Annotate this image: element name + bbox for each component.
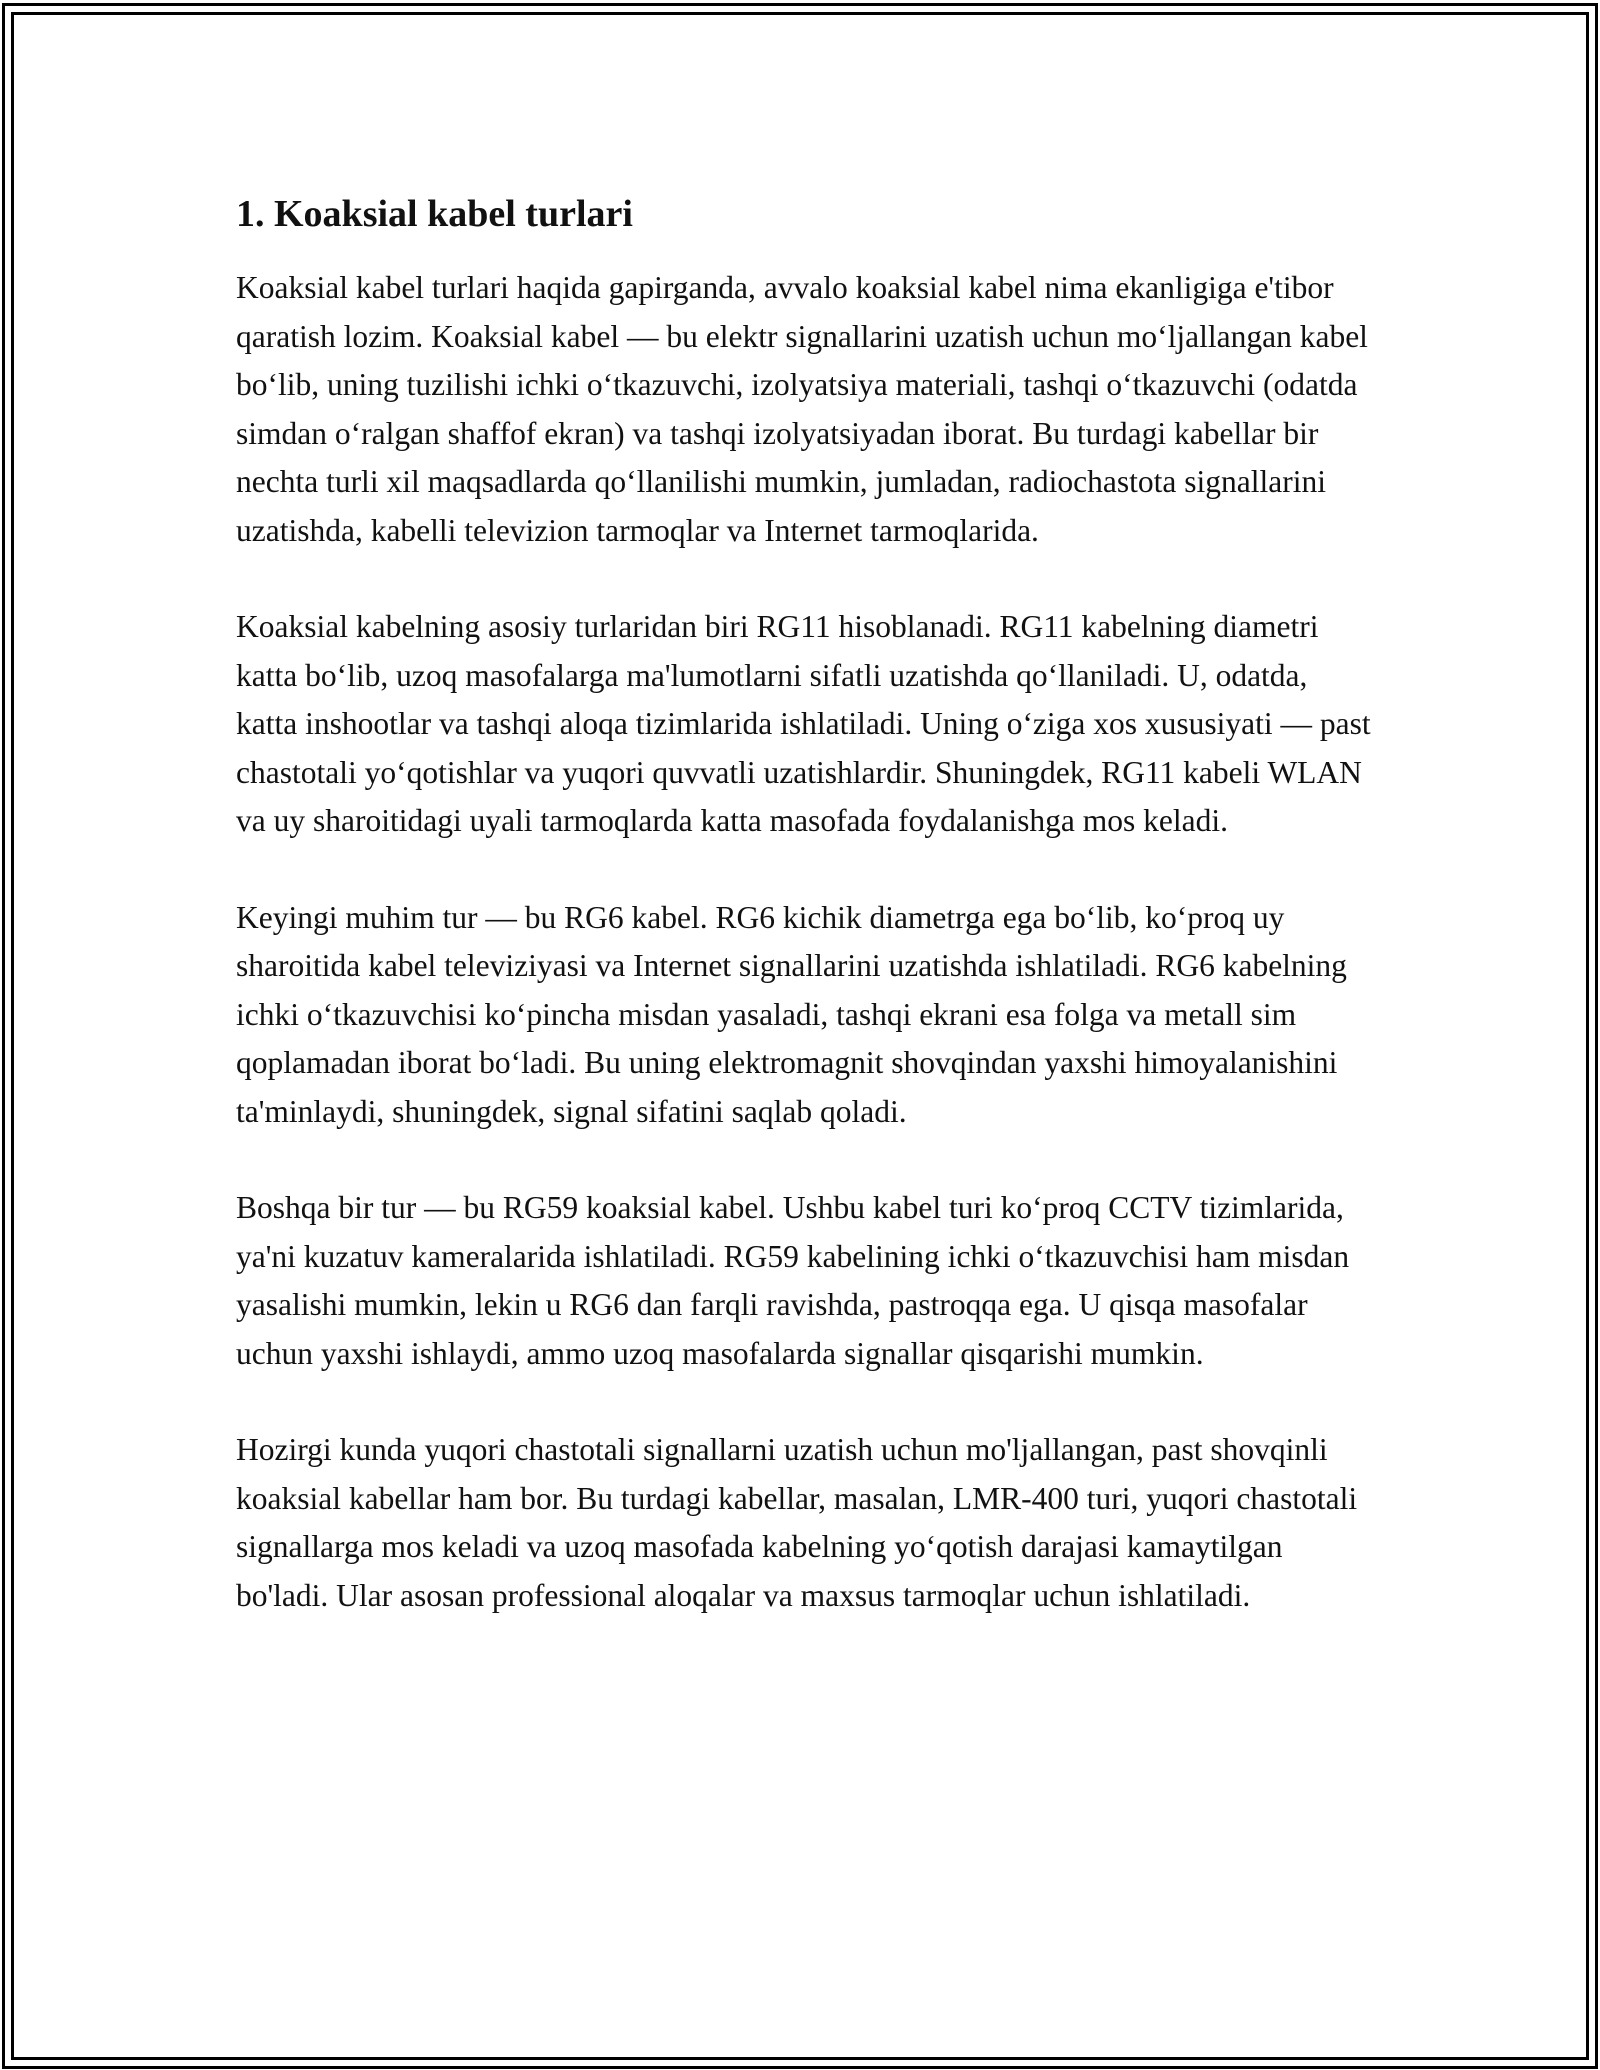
document-body [236,186,1376,1668]
paragraph-lmr400: Hozirgi kunda yuqori chastotali signallarni uzatish uchun mo'ljallangan, past shovqinli koaksial kabellar ham bor. Bu turdagi kabellar, masalan, LMR-400 turi, yuqori chastotali signallarga mos keladi va uzoq masofada kabelning yo‘qotish darajasi kamaytilgan bo'ladi. Ular asosan professional aloqalar va maxsus tarmoqlar uchun ishlatiladi. [236,1432,1358,1613]
paragraph-rg6: Keyingi muhim tur — bu RG6 kabel. RG6 kichik diametrga ega bo‘lib, ko‘proq uy sharoitida kabel televiziyasi va Internet signallarini uzatishda ishlatiladi. RG6 kabelning ichki o‘tkazuvchisi ko‘pincha misdan yasaladi, tashqi ekrani esa folga va metall sim qoplamadan iborat bo‘ladi. Bu uning elektromagnit shovqindan yaxshi himoyalanishini ta'minlaydi, shuningdek, signal sifatini saqlab qoladi. [236,899,1347,1129]
section-heading: 1. Koaksial kabel turlari [236,193,633,235]
paragraph-rg11: Koaksial kabelning asosiy turlaridan biri RG11 hisoblanadi. RG11 kabelning diametri katta bo‘lib, uzoq masofalarga ma'lumotlarni sifatli uzatishda qo‘llaniladi. U, odatda, katta inshootlar va tashqi aloqa tizimlarida ishlatiladi. Uning o‘ziga xos xususiyati — past chastotali yo‘qotishlar va yuqori quvvatli uzatishlardir. Shuningdek, RG11 kabeli WLAN va uy sharoitidagi uyali tarmoqlarda katta masofada foydalanishga mos keladi. [236,609,1371,838]
paragraph-intro: Koaksial kabel turlari haqida gapirganda, avvalo koaksial kabel nima ekanligiga e'tibor qaratish lozim. Koaksial kabel — bu elektr signallarini uzatish uchun mo‘ljallangan kabel bo‘lib, uning tuzilishi ichki o‘tkazuvchi, izolyatsiya materiali, tashqi o‘tkazuvchi (odatda simdan o‘ralgan shaffof ekran) va tashqi izolyatsiyadan iborat. Bu turdagi kabellar bir nechta turli xil maqsadlarda qo‘llanilishi mumkin, jumladan, radiochastota signallarini uzatishda, kabelli televizion tarmoqlar va Internet tarmoqlarida. [236,270,1368,548]
paragraph-rg59: Boshqa bir tur — bu RG59 koaksial kabel. Ushbu kabel turi ko‘proq CCTV tizimlarida, ya'ni kuzatuv kameralarida ishlatiladi. RG59 kabelining ichki o‘tkazuvchisi ham misdan yasalishi mumkin, lekin u RG6 dan farqli ravishda, pastroqqa ega. U qisqa masofalar uchun yaxshi ishlaydi, ammo uzoq masofalarda signallar qisqarishi mumkin. [236,1190,1350,1371]
